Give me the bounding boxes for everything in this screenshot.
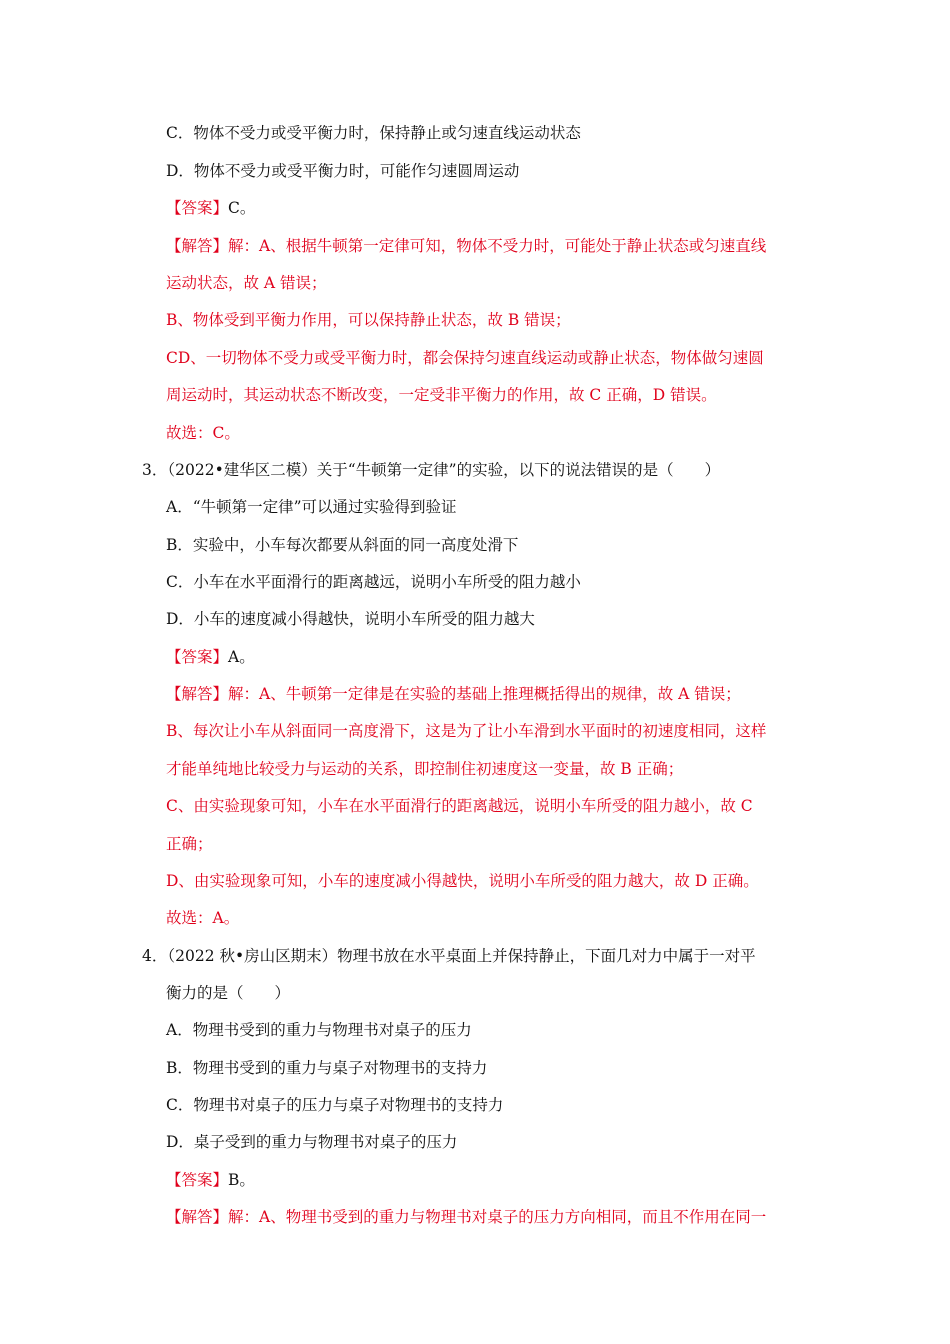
q4-option-c: C．物理书对桌子的压力与桌子对物理书的支持力 bbox=[166, 1096, 504, 1114]
q3-solution-line: 【解答】解：A、牛顿第一定律是在实验的基础上推理概括得出的规律，故 A 错误； bbox=[166, 685, 741, 703]
q2-option-d: D．物体不受力或受平衡力时，可能作匀速圆周运动 bbox=[166, 162, 520, 180]
solution-tag: 【解答】 bbox=[166, 1208, 229, 1226]
q3-option-c: C．小车在水平面滑行的距离越远，说明小车所受的阻力越小 bbox=[166, 573, 581, 591]
q2-solution-line: 【解答】解：A、根据牛顿第一定律可知，物体不受力时，可能处于静止状态或匀速直线 bbox=[166, 237, 767, 255]
q4-option-d: D．桌子受到的重力与物理书对桌子的压力 bbox=[166, 1133, 458, 1151]
q3-option-d: D．小车的速度减小得越快，说明小车所受的阻力越大 bbox=[166, 610, 535, 628]
answer-value: A。 bbox=[228, 648, 255, 666]
answer-value: B。 bbox=[228, 1171, 255, 1189]
q4-answer bbox=[166, 1168, 816, 1192]
q3-solution-line: 正确； bbox=[166, 835, 213, 853]
q2-solution-line: B、物体受到平衡力作用，可以保持静止状态，故 B 错误； bbox=[166, 311, 571, 329]
q4-stem: 4．（2022 秋•房山区期末）物理书放在水平桌面上并保持静止，下面几对力中属于一对平 bbox=[142, 947, 756, 965]
q3-solution-line: 才能单纯地比较受力与运动的关系，即控制住初速度这一变量，故 B 正确； bbox=[166, 760, 684, 778]
q4-solution-line: 【解答】解：A、物理书受到的重力与物理书对桌子的压力方向相同，而且不作用在同一 bbox=[166, 1208, 767, 1226]
q3-solution-line: 故选：A。 bbox=[166, 909, 240, 927]
q2-solution-line: 故选：C。 bbox=[166, 424, 240, 442]
q3-stem: 3．（2022•建华区二模）关于“牛顿第一定律”的实验，以下的说法错误的是（ ） bbox=[142, 461, 721, 479]
q2-answer bbox=[166, 196, 816, 220]
solution-tag: 【解答】 bbox=[166, 685, 229, 703]
q4-stem-continued: 衡力的是（ ） bbox=[166, 984, 291, 1002]
q3-solution-line: D、由实验现象可知，小车的速度减小得越快，说明小车所受的阻力越大，故 D 正确。 bbox=[166, 872, 759, 890]
q2-solution-line: 运动状态，故 A 错误； bbox=[166, 274, 327, 292]
answer-tag: 【答案】 bbox=[166, 648, 229, 666]
q3-answer bbox=[166, 645, 816, 669]
q3-option-a: A．“牛顿第一定律”可以通过实验得到验证 bbox=[166, 498, 457, 516]
q2-solution-line: CD、一切物体不受力或受平衡力时，都会保持匀速直线运动或静止状态，物体做匀速圆 bbox=[166, 349, 764, 367]
q3-solution-line: B、每次让小车从斜面同一高度滑下，这是为了让小车滑到水平面时的初速度相同，这样 bbox=[166, 722, 767, 740]
q4-option-b: B．物理书受到的重力与桌子对物理书的支持力 bbox=[166, 1059, 488, 1077]
answer-tag: 【答案】 bbox=[166, 199, 229, 217]
q3-solution-line: C、由实验现象可知，小车在水平面滑行的距离越远，说明小车所受的阻力越小，故 C bbox=[166, 797, 753, 815]
answer-tag: 【答案】 bbox=[166, 1171, 229, 1189]
q2-option-c: C．物体不受力或受平衡力时，保持静止或匀速直线运动状态 bbox=[166, 124, 581, 142]
question-number: 3． bbox=[142, 461, 168, 479]
solution-tag: 【解答】 bbox=[166, 237, 229, 255]
question-number: 4． bbox=[142, 947, 168, 965]
q4-option-a: A．物理书受到的重力与物理书对桌子的压力 bbox=[166, 1021, 472, 1039]
q3-option-b: B．实验中，小车每次都要从斜面的同一高度处滑下 bbox=[166, 536, 519, 554]
q2-solution-line: 周运动时，其运动状态不断改变，一定受非平衡力的作用，故 C 正确，D 错误。 bbox=[166, 386, 717, 404]
answer-value: C。 bbox=[228, 199, 256, 217]
